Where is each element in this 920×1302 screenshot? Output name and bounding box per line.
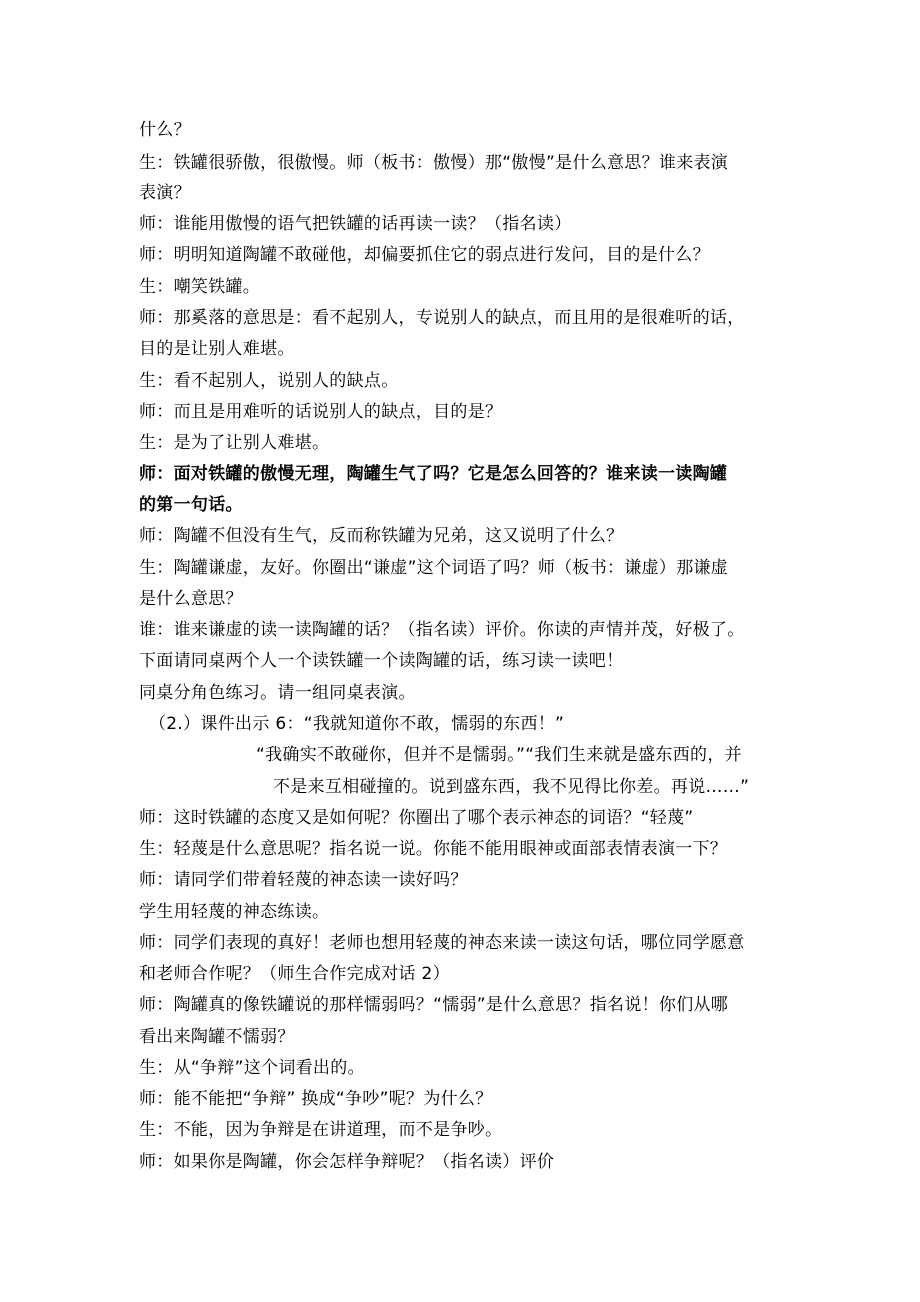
text-line: 师：明明知道陶罐不敢碰他，却偏要抓住它的弱点进行发问，目的是什么？ — [139, 245, 710, 265]
text-line: 学生用轻蔑的神态练读。 — [139, 902, 330, 922]
text-line: 生：是为了让别人难堪。 — [139, 433, 330, 453]
text-line: 师：谁能用傲慢的语气把铁罐的话再读一读？（指名读） — [139, 214, 572, 234]
text-line: 生：不能，因为争辩是在讲道理，而不是争吵。 — [139, 1120, 503, 1140]
text-line: 师：这时铁罐的态度又是如何呢？你圈出了哪个表示神态的词语？“轻蔑” — [139, 808, 694, 828]
bold-text-line: 的第一句话。 — [139, 495, 243, 515]
text-line: 师：请同学们带着轻蔑的神态读一读好吗？ — [139, 870, 468, 890]
text-line: 师：那奚落的意思是：看不起别人，专说别人的缺点，而且用的是很难听的话， — [139, 308, 745, 328]
quote-line: 不是来互相碰撞的。说到盛东西，我不见得比你差。再说……” — [273, 777, 750, 797]
text-line: 看出来陶罐不懦弱？ — [139, 1027, 295, 1047]
text-line: 师：而且是用难听的话说别人的缺点，目的是？ — [139, 402, 503, 422]
text-line: 谁：谁来谦虚的读一读陶罐的话？（指名读）评价。你读的声情并茂，好极了。 — [139, 620, 745, 640]
bold-text-line: 师：面对铁罐的傲慢无理，陶罐生气了吗？它是怎么回答的？谁来读一读陶罐 — [139, 464, 728, 484]
text-line: 什么？ — [139, 120, 191, 140]
text-line: 师：陶罐不但没有生气，反而称铁罐为兄弟，这又说明了什么？ — [139, 526, 624, 546]
text-line: 表演？ — [139, 183, 191, 203]
slide-caption: （2.）课件出示 6：“我就知道你不敢，懦弱的东西！” — [149, 714, 565, 734]
quote-line: “我确实不敢碰你，但并不是懦弱。”“我们生来就是盛东西的，并 — [256, 745, 742, 765]
text-line: 同桌分角色练习。请一组同桌表演。 — [139, 683, 416, 703]
text-line: 生：看不起别人，说别人的缺点。 — [139, 371, 399, 391]
text-line: 生：轻蔑是什么意思呢？指名说一说。你能不能用眼神或面部表情表演一下？ — [139, 839, 728, 859]
text-line: 师：陶罐真的像铁罐说的那样懦弱吗？“懦弱”是什么意思？指名说！你们从哪 — [139, 995, 729, 1015]
text-line: 生：铁罐很骄傲，很傲慢。师（板书：傲慢）那“傲慢”是什么意思？谁来表演 — [139, 153, 729, 173]
text-line: 下面请同桌两个人一个读铁罐一个读陶罐的话，练习读一读吧！ — [139, 651, 624, 671]
text-line: 是什么意思？ — [139, 589, 243, 609]
text-line: 师：同学们表现的真好！老师也想用轻蔑的神态来读一读这句话，哪位同学愿意 — [139, 933, 745, 953]
text-line: 生：陶罐谦虚，友好。你圈出“谦虚”这个词语了吗？师（板书：谦虚）那谦虚 — [139, 558, 729, 578]
text-line: 生：从“争辩”这个词看出的。 — [139, 1058, 365, 1078]
text-line: 目的是让别人难堪。 — [139, 339, 295, 359]
text-line: 师：能不能把“争辩” 换成“争吵”呢？为什么？ — [139, 1089, 493, 1109]
text-line: 师：如果你是陶罐，你会怎样争辩呢？（指名读）评价 — [139, 1152, 555, 1172]
text-line: 和老师合作呢？（师生合作完成对话 2） — [139, 964, 450, 984]
text-line: 生：嘲笑铁罐。 — [139, 277, 261, 297]
